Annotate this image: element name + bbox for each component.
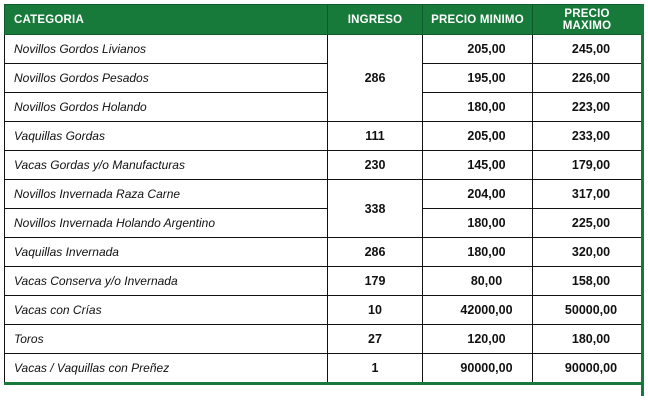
cell-ingreso: 10 bbox=[328, 296, 423, 325]
cell-categoria: Vacas Conserva y/o Invernada bbox=[5, 267, 328, 296]
cell-precio-maximo: 225,00 bbox=[533, 209, 642, 238]
cell-precio-maximo: 233,00 bbox=[533, 122, 642, 151]
cell-categoria: Toros bbox=[5, 325, 328, 354]
cell-precio-maximo: 226,00 bbox=[533, 64, 642, 93]
cell-precio-maximo: 158,00 bbox=[533, 267, 642, 296]
cell-precio-minimo: 205,00 bbox=[423, 35, 533, 64]
cell-precio-maximo: 90000,00 bbox=[533, 354, 642, 384]
cell-precio-maximo: 317,00 bbox=[533, 180, 642, 209]
cell-precio-minimo: 204,00 bbox=[423, 180, 533, 209]
cell-ingreso: 286 bbox=[328, 35, 423, 122]
cell-precio-minimo: 180,00 bbox=[423, 238, 533, 267]
table-row bbox=[5, 35, 642, 64]
cell-ingreso: 27 bbox=[328, 325, 423, 354]
cell-precio-minimo: 80,00 bbox=[423, 267, 533, 296]
table-row bbox=[5, 354, 642, 384]
cell-categoria: Novillos Invernada Holando Argentino bbox=[5, 209, 328, 238]
cell-precio-maximo: 50000,00 bbox=[533, 296, 642, 325]
table-header bbox=[5, 5, 642, 35]
header-ingreso: INGRESO bbox=[328, 5, 423, 35]
table-row bbox=[5, 64, 642, 93]
cell-categoria: Novillos Gordos Livianos bbox=[5, 35, 328, 64]
table-right-edge bbox=[641, 4, 644, 396]
table-row bbox=[5, 122, 642, 151]
cell-ingreso: 1 bbox=[328, 354, 423, 384]
price-table bbox=[4, 4, 642, 385]
cell-categoria: Novillos Gordos Pesados bbox=[5, 64, 328, 93]
cell-precio-minimo: 195,00 bbox=[423, 64, 533, 93]
table-row bbox=[5, 93, 642, 122]
header-categoria: CATEGORIA bbox=[5, 5, 328, 35]
cell-precio-minimo: 120,00 bbox=[423, 325, 533, 354]
cell-precio-minimo: 205,00 bbox=[423, 122, 533, 151]
cell-precio-minimo: 180,00 bbox=[423, 209, 533, 238]
header-precio-minimo: PRECIO MINIMO bbox=[423, 5, 533, 35]
header-precio-maximo: PRECIO MAXIMO bbox=[533, 5, 642, 35]
table-row bbox=[5, 296, 642, 325]
table-body bbox=[5, 35, 642, 384]
table-row bbox=[5, 325, 642, 354]
cell-precio-maximo: 180,00 bbox=[533, 325, 642, 354]
table-row bbox=[5, 238, 642, 267]
cell-precio-maximo: 320,00 bbox=[533, 238, 642, 267]
cell-categoria: Vacas con Crías bbox=[5, 296, 328, 325]
table-row bbox=[5, 209, 642, 238]
cell-categoria: Vaquillas Gordas bbox=[5, 122, 328, 151]
cell-precio-minimo: 90000,00 bbox=[423, 354, 533, 384]
cell-precio-minimo: 180,00 bbox=[423, 93, 533, 122]
cell-precio-maximo: 223,00 bbox=[533, 93, 642, 122]
cell-precio-maximo: 245,00 bbox=[533, 35, 642, 64]
cell-ingreso: 179 bbox=[328, 267, 423, 296]
cell-categoria: Vacas / Vaquillas con Preñez bbox=[5, 354, 328, 384]
table-row bbox=[5, 267, 642, 296]
cell-ingreso: 111 bbox=[328, 122, 423, 151]
cell-ingreso: 338 bbox=[328, 180, 423, 238]
header-row bbox=[5, 5, 642, 35]
cell-precio-minimo: 42000,00 bbox=[423, 296, 533, 325]
table-row bbox=[5, 151, 642, 180]
cell-categoria: Vaquillas Invernada bbox=[5, 238, 328, 267]
table-row bbox=[5, 180, 642, 209]
cell-categoria: Novillos Invernada Raza Carne bbox=[5, 180, 328, 209]
cell-categoria: Vacas Gordas y/o Manufacturas bbox=[5, 151, 328, 180]
cell-ingreso: 230 bbox=[328, 151, 423, 180]
cell-categoria: Novillos Gordos Holando bbox=[5, 93, 328, 122]
cell-precio-maximo: 179,00 bbox=[533, 151, 642, 180]
cell-precio-minimo: 145,00 bbox=[423, 151, 533, 180]
cell-ingreso: 286 bbox=[328, 238, 423, 267]
